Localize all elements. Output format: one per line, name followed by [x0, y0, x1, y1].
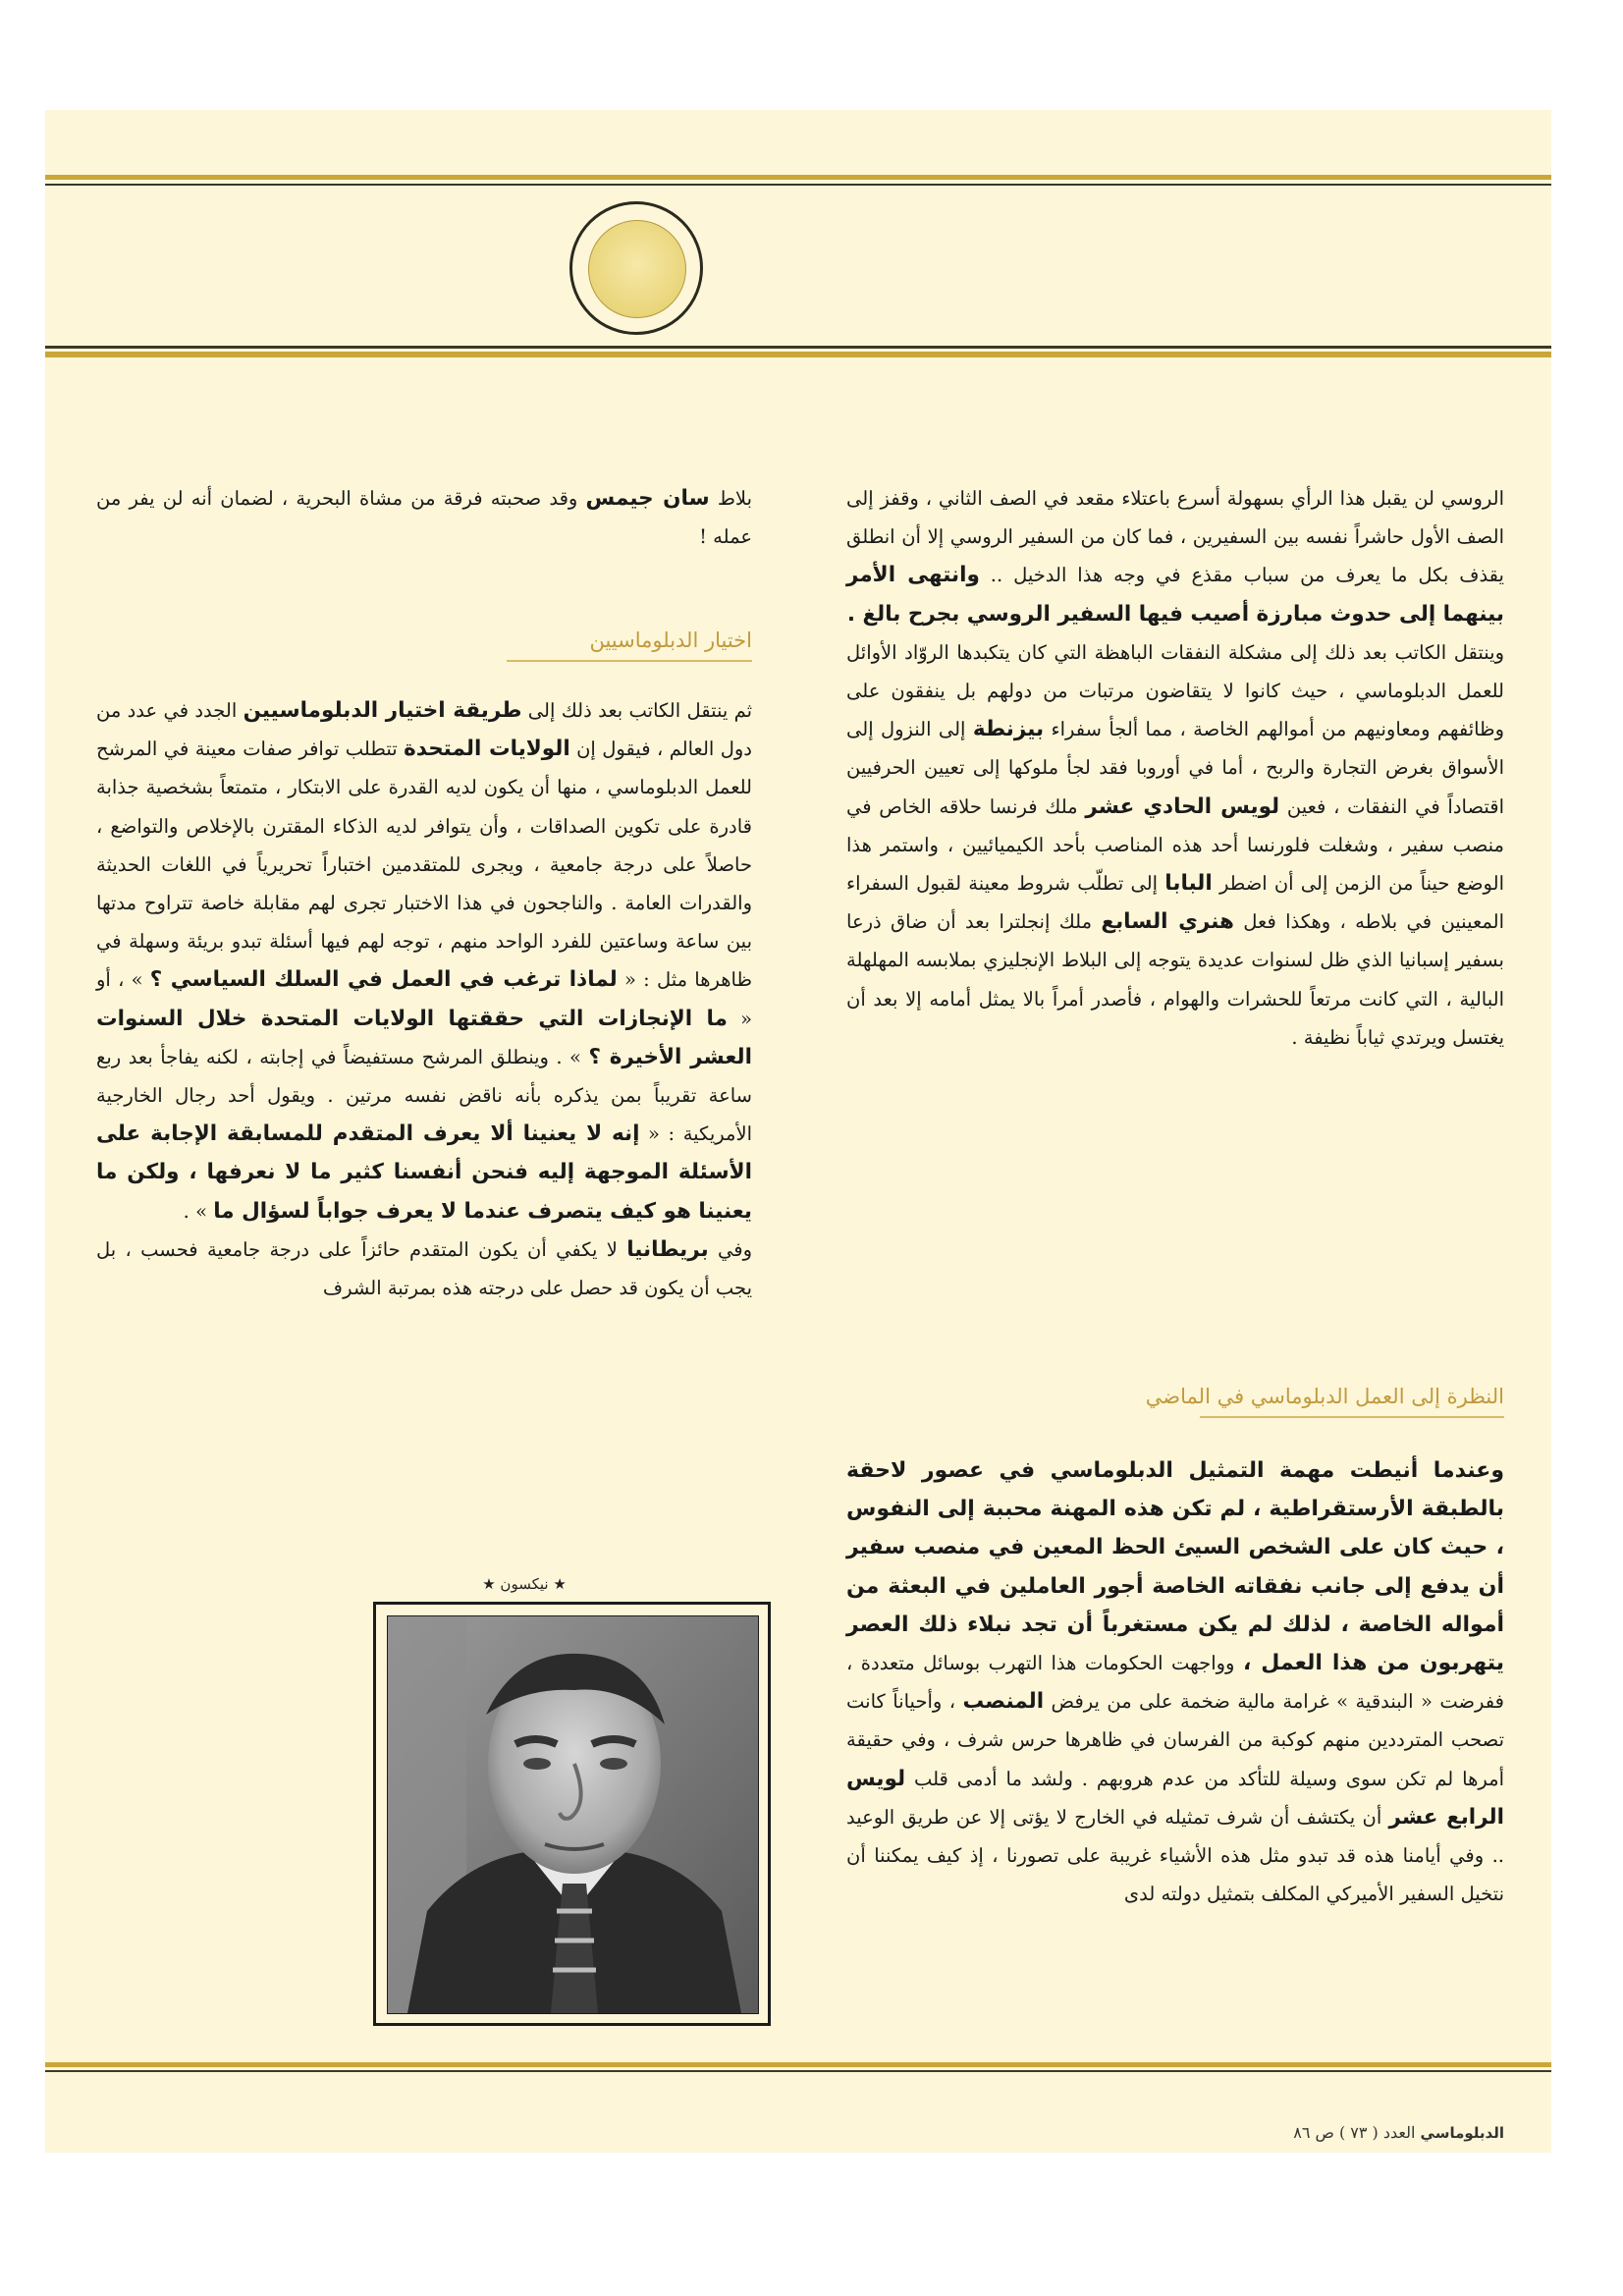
- paragraph-marines: بلاط سان جيمس وقد صحبته فرقة من مشاة البحرية ، لضمان أنه لن يفر من عمله !: [96, 486, 752, 549]
- heading-choosing-diplomats: اختيار الدبلوماسيين: [96, 629, 752, 652]
- right-column-top: [846, 479, 1504, 1343]
- top-rule-gold: [45, 175, 1551, 180]
- top-rule-dark: [45, 184, 1551, 186]
- emblem-badge: [588, 220, 686, 318]
- paragraph-duel: الروسي لن يقبل هذا الرأي بسهولة أسرع باعتلاء مقعد في الصف الثاني ، وقفز إلى الصف الأول حاشراً نفسه بين السفيرين ، فما كان من السفير الروسي إلا أن انطلق يقذف بكل ما يعرف من سباب مقذع في وجه هذا الدخيل .. وانتهى الأمر بينهما إلى حدوث مبارزة أصيب فيها السفير الروسي بجرح بالغ .: [846, 487, 1504, 627]
- bottom-rule-dark: [45, 2070, 1551, 2072]
- magazine-name: الدبلوماسي: [1420, 2124, 1504, 2142]
- header-bottom-rule-dark: [45, 346, 1551, 349]
- paragraph-britain: وفي بريطانيا لا يكفي أن يكون المتقدم حائزاً على درجة جامعية فحسب ، بل يجب أن يكون قد حصل على درجته هذه بمرتبة الشرف: [96, 1236, 753, 1300]
- issue-page: العدد ( ٧٣ ) ص ٨٦: [1293, 2123, 1416, 2142]
- photo-frame: [373, 1602, 771, 2026]
- right-column-bottom: [846, 1451, 1504, 1913]
- paragraph-aristocracy: وعندما أنيطت مهمة التمثيل الدبلوماسي في عصور لاحقة بالطبقة الأرستقراطية ، لم تكن هذه المهنة محببة إلى النفوس ، حيث كان على الشخص السيئ الحظ المعين في منصب سفير أن يدفع إلى جانب نفقاته الخاصة أجور العاملين في البعثة من أمواله الخاصة ، لذلك لم يكن مستغرباً أن تجد نبلاء ذلك العصر يتهربون من هذا العمل ، وواجهت الحكومات هذا التهرب بوسائل متعددة ، ففرضت « البندقية » غرامة مالية ضخمة على من يرفض المنصب ، وأحياناً كانت تصحب المترددين منهم كوكبة من الفرسان في ظاهرها حرس شرف ، وفي حقيقة أمرها لم تكن سوى وسيلة للتأكد من عدم هروبهم . ولشد ما أدمى قلب لويس الرابع عشر أن يكتشف أن شرف تمثيله في الخارج لا يؤتى إلا عن طريق الوعيد .. وفي أيامنا هذه قد تبدو مثل هذه الأشياء غريبة على تصورنا ، إذ كيف يمكننا أن نتخيل السفير الأميركي المكلف بتمثيل دولته لدى: [846, 1458, 1504, 1906]
- heading-underline: [1200, 1416, 1504, 1418]
- bottom-rule-gold: [45, 2062, 1551, 2067]
- heading-past-view: النظرة إلى العمل الدبلوماسي في الماضي: [846, 1385, 1504, 1408]
- portrait-illustration: [388, 1616, 758, 2013]
- heading-underline: [507, 660, 752, 662]
- left-column-top: [96, 479, 752, 556]
- footer: [1217, 2123, 1504, 2142]
- left-column-main: [96, 691, 752, 1307]
- paragraph-selection: ثم ينتقل الكاتب بعد ذلك إلى طريقة اختيار الدبلوماسيين الجدد في عدد من دول العالم ، فيقول إن الولايات المتحدة تتطلب توافر صفات معينة في المرشح للعمل الدبلوماسي ، منها أن يكون لديه القدرة على الابتكار ، متمتعاً بشخصية جذابة قادرة على تكوين الصداقات ، وأن يتوافر لديه الذكاء المقترن بالإخلاص والتواضع ، حاصلاً على درجة جامعية ، ويجرى للمتقدمين اختباراً تحريرياً في اللغات الحديثة والقدرات العامة . والناجحون في هذا الاختبار تجرى لهم مقابلة خاصة تتراوح مدتها بين ساعة وساعتين للفرد الواحد منهم ، توجه لهم فيها أسئلة تبدو بريئة وسهلة في ظاهرها مثل : « لماذا ترغب في العمل في السلك السياسي ؟ » ، أو « ما الإنجازات التي حققتها الولايات المتحدة خلال السنوات العشر الأخيرة ؟ » . وينطلق المرشح مستفيضاً في إجابته ، لكنه يفاجأ بعد ربع ساعة تقريباً بمن يذكره بأنه ناقض نفسه مرتين . ويقول أحد رجال الخارجية الأمريكية : « إنه لا يعنينا ألا يعرف المتقدم للمسابقة الإجابة على الأسئلة الموجهة إليه فنحن أنفسنا كثير ما لا نعرفها ، ولكن ما يعنينا هو كيف يتصرف عندما لا يعرف جواباً لسؤال ما » .: [96, 698, 753, 1224]
- header-bottom-rule-gold: [45, 352, 1551, 357]
- portrait-photo: [387, 1615, 759, 2014]
- paragraph-expenses: وينتقل الكاتب بعد ذلك إلى مشكلة النفقات الباهظة التي كان يتكبدها الروّاد الأوائل للعمل الدبلوماسي ، حيث كانوا لا يتقاضون مرتبات من دولهم بل ينفقون على وظائفهم ومعاونيهم من أموالهم الخاصة ، مما ألجأ سفراء بيزنطة إلى النزول إلى الأسواق بغرض التجارة والربح ، أما في أوروبا فقد لجأ ملوكها إلى تعيين الحرفيين اقتصاداً في النفقات ، فعين لويس الحادي عشر ملك فرنسا حلاقه الخاص في منصب سفير ، وشغلت فلورنسا أحد هذه المناصب بأحد الكيميائيين ، واستمر هذا الوضع حيناً من الزمن إلى أن اضطر البابا إلى تطلّب شروط معينة لقبول السفراء المعينين في بلاطه ، وهكذا فعل هنري السابع ملك إنجلترا بعد أن ضاق ذرعا بسفير إسبانيا الذي ظل لسنوات عديدة يتوجه إلى البلاط الإنجليزي بملابسه المهلهلة البالية ، التي كانت مرتعاً للحشرات والهوام ، فأصدر أمراً بالا يمثل أمامه إلا بعد أن يغتسل ويرتدي ثياباً نظيفة .: [846, 640, 1504, 1049]
- photo-caption: ★ نيكسون ★: [482, 1575, 567, 1593]
- section-emblem: [569, 201, 703, 335]
